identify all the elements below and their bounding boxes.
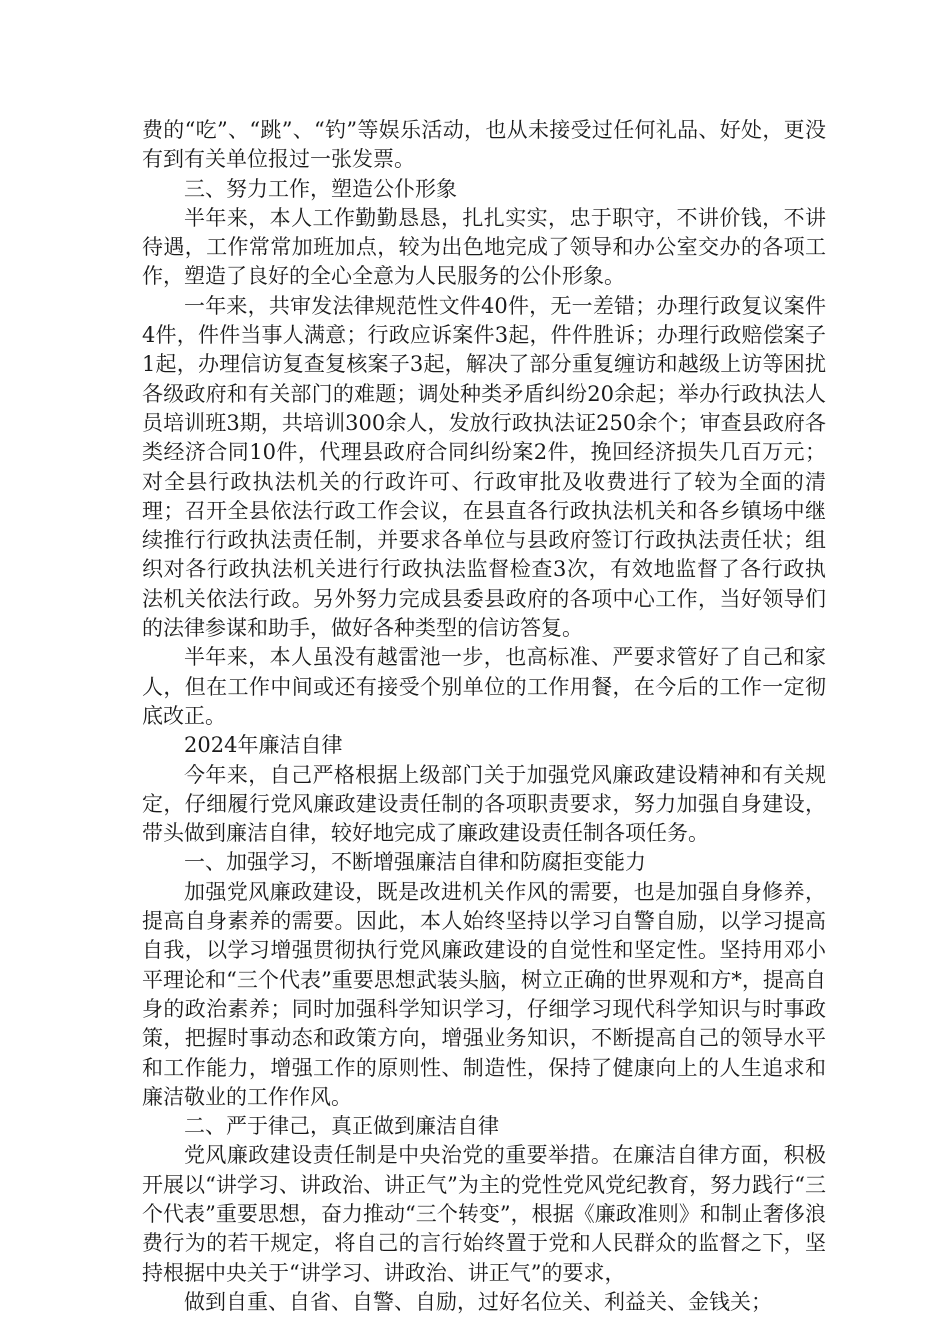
body-paragraph: 加强党风廉政建设，既是改进机关作风的需要，也是加强自身修养，提高自身素养的需要。因此，本人始终坚持以学习自警自励，以学习提高自我，以学习增强贯彻执行党风廉政建设的自觉性和坚定性。坚持用邓小平理论和“三个代表”重要思想武装头脑，树立正确的世界观和方*，提高自身的政治素养；同时加强科学知识学习，仔细学习现代科学知识与时事政策，把握时事动态和政策方向，增强业务知识，不断提高自己的领导水平和工作能力，增强工作的原则性、制造性，保持了健康向上的人生追求和廉洁敬业的工作作风。 xyxy=(142,879,826,1109)
body-paragraph: 做到自重、自省、自警、自励，过好名位关、利益关、金钱关； xyxy=(184,1289,772,1314)
body-paragraph: 今年来，自己严格根据上级部门关于加强党风廉政建设精神和有关规定，仔细履行党风廉政建设责任制的各项职责要求，努力加强自身建设，带头做到廉洁自律，较好地完成了廉政建设责任制各项任务。 xyxy=(142,762,826,846)
section-heading-1: 一、加强学习，不断增强廉洁自律和防腐拒变能力 xyxy=(184,850,646,875)
document-title-2024: 2024年廉洁自律 xyxy=(184,733,343,758)
body-paragraph: 一年来，共审发法律规范性文件40件，无一差错；办理行政复议案件4件，件件当事人满意；行政应诉案件3起，件件胜诉；办理行政赔偿案子1起，办理信访复查复核案子3起，解决了部分重复缠访和越级上访等困扰各级政府和有关部门的难题；调处种类矛盾纠纷20余起；举办行政执法人员培训班3期，共培训300余人，发放行政执法证250余个；审查县政府各类经济合同10件，代理县政府合同纠纷案2件，挽回经济损失几百万元；对全县行政执法机关的行政许可、行政审批及收费进行了较为全面的清理；召开全县依法行政工作会议，在县直各行政执法机关和各乡镇场中继续推行行政执法责任制，并要求各单位与县政府签订行政执法责任状；组织对各行政执法机关进行行政执法监督检查3次，有效地监督了各行政执法机关依法行政。另外努力完成县委县政府的各项中心工作，当好领导们的法律参谋和助手，做好各种类型的信访答复。 xyxy=(142,293,826,641)
body-paragraph: 党风廉政建设责任制是中央治党的重要举措。在廉洁自律方面，积极开展以“讲学习、讲政治、讲正气”为主的党性党风党纪教育，努力践行“三个代表”重要思想，奋力推动“三个转变”，根据《廉政准则》和制止奢侈浪费行为的若干规定，将自己的言行始终置于党和人民群众的监督之下，坚持根据中央关于“讲学习、讲政治、讲正气”的要求， xyxy=(142,1143,826,1285)
paragraph-continuation: 费的“吃”、“跳”、“钓”等娱乐活动，也从未接受过任何礼品、好处，更没有到有关单位报过一张发票。 xyxy=(142,118,826,172)
document-page xyxy=(142,116,826,1317)
section-heading-3: 三、努力工作，塑造公仆形象 xyxy=(184,176,457,201)
body-paragraph: 半年来，本人工作勤勤恳恳，扎扎实实，忠于职守，不讲价钱，不讲待遇，工作常常加班加点，较为出色地完成了领导和办公室交办的各项工作，塑造了良好的全心全意为人民服务的公仆形象。 xyxy=(142,205,826,289)
body-paragraph: 半年来，本人虽没有越雷池一步，也高标准、严要求管好了自己和家人，但在工作中间或还有接受个别单位的工作用餐，在今后的工作一定彻底改正。 xyxy=(142,645,826,728)
section-heading-2: 二、严于律己，真正做到廉洁自律 xyxy=(184,1114,499,1139)
